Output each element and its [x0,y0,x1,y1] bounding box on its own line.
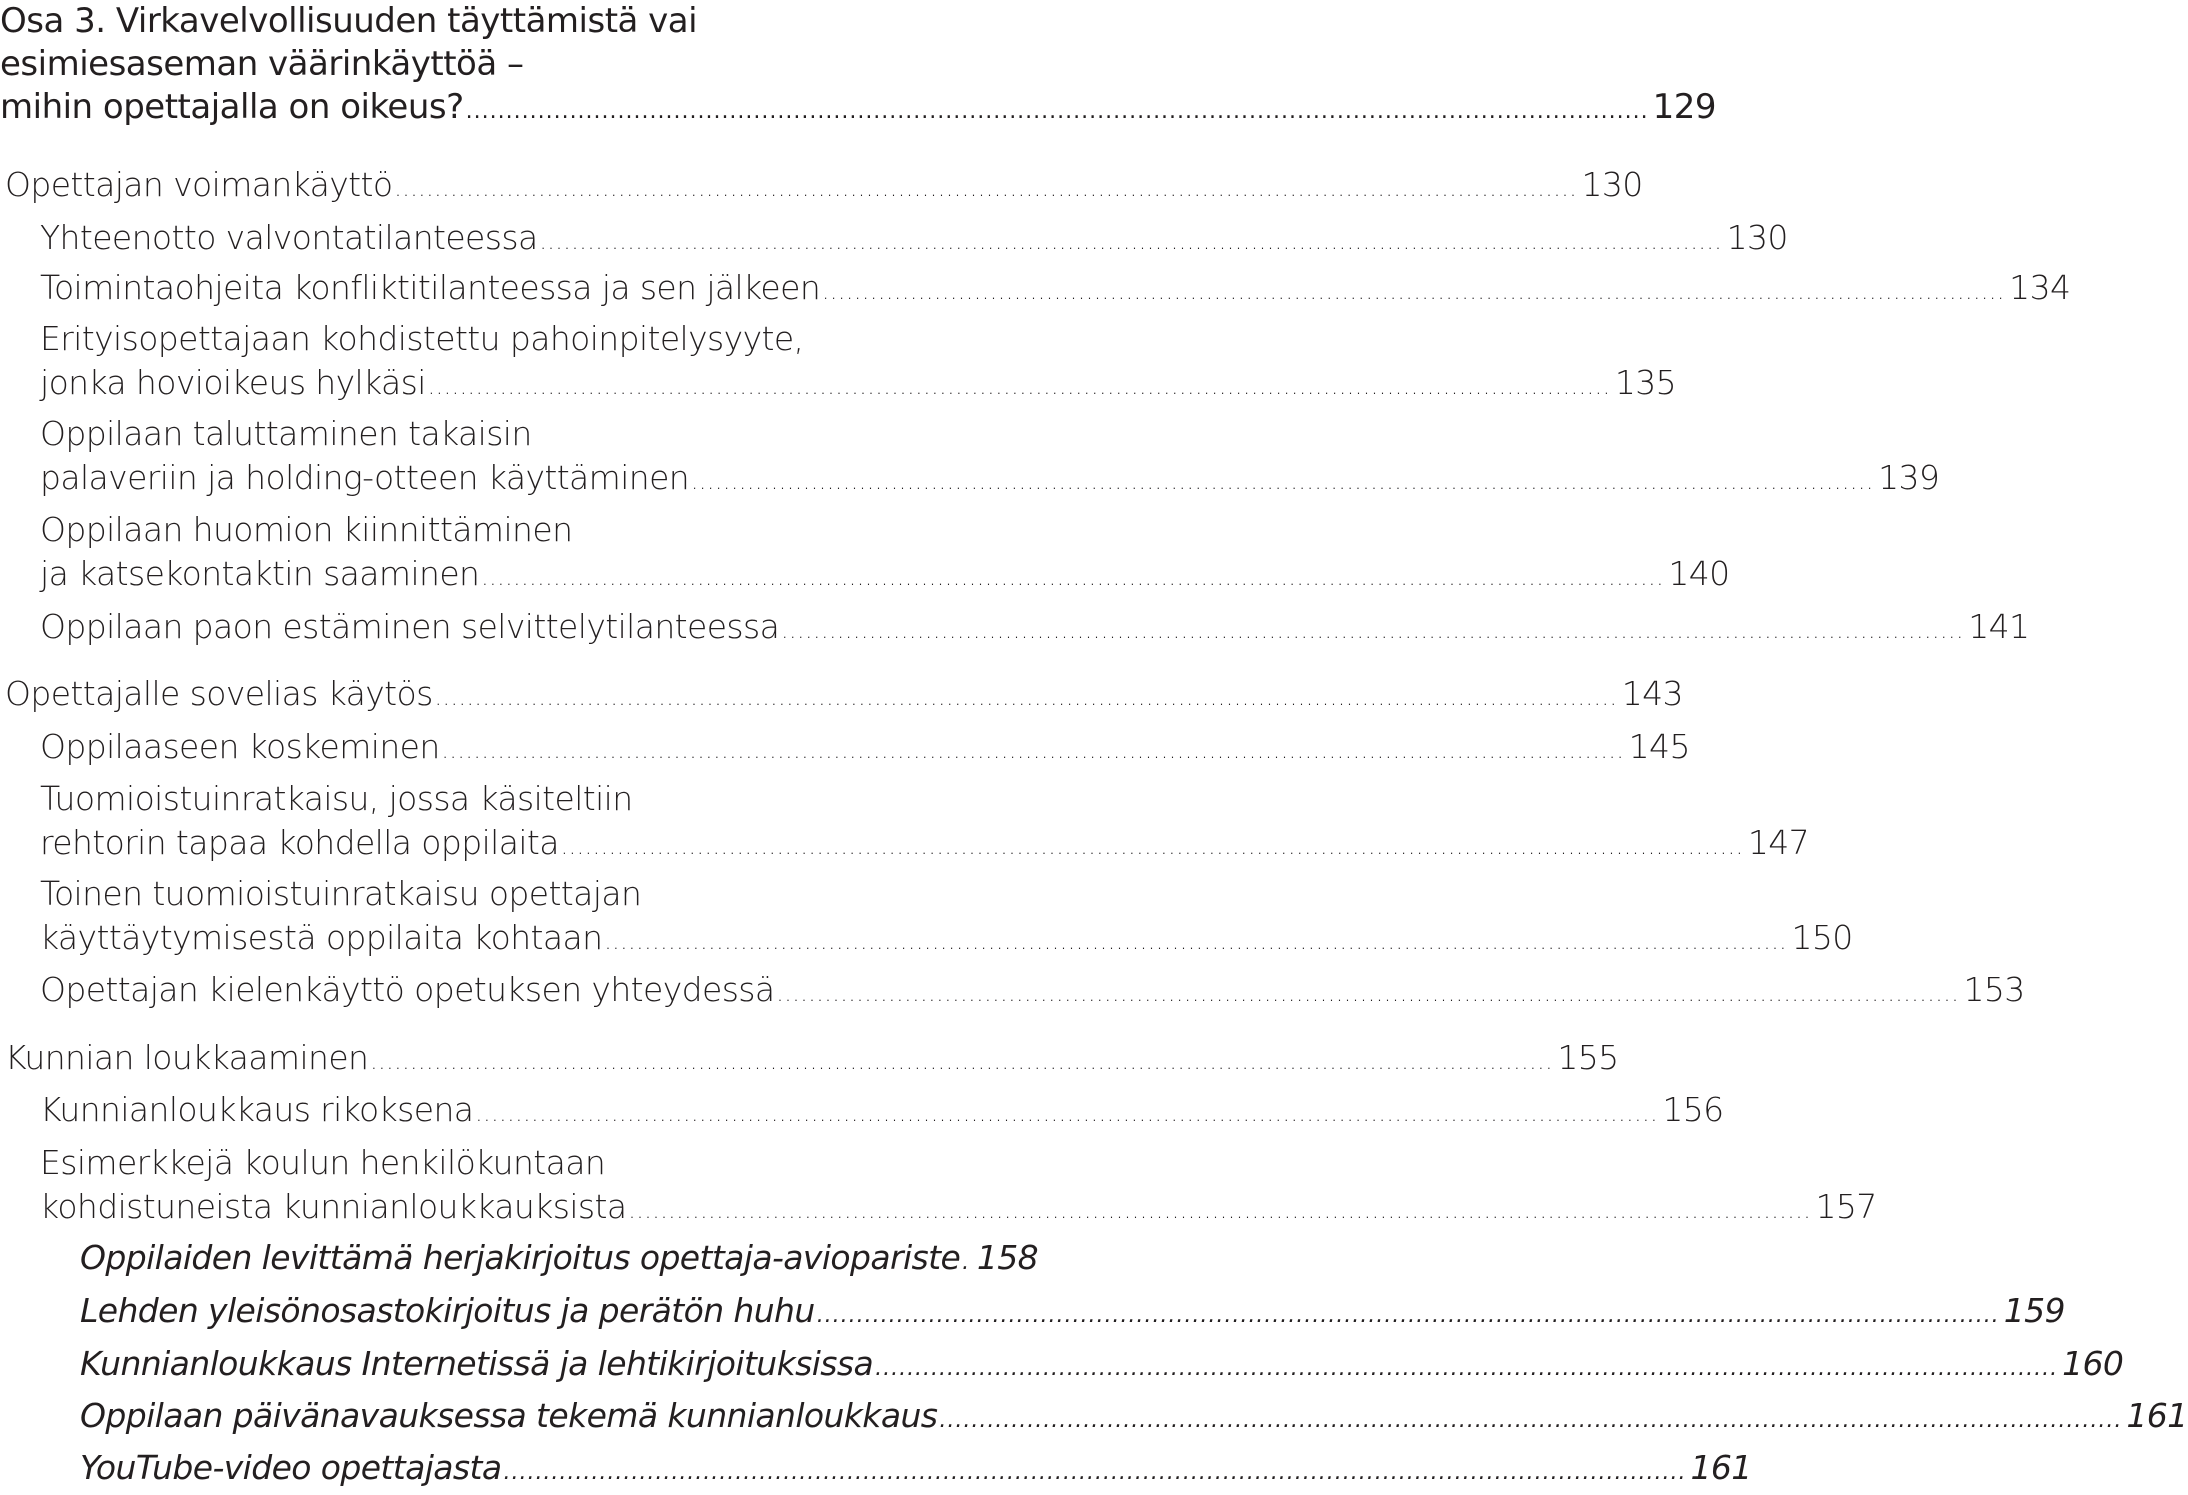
page-number: 141 [1968,607,2030,646]
toc-entry [0,1446,1752,1490]
entry-title-line: Toinen tuomioistuinratkaisu opettajan [40,874,642,913]
dot-leader: .................................................................................................................................................... [441,739,1625,764]
entry-title: Yhteenotto valvontatilanteessa [40,218,538,257]
toc-entry [0,605,2030,649]
entry-title: Oppilaan päivänavauksessa tekemä kunnianloukkaus [80,1396,938,1435]
part-title-line: mihin opettajalla on oikeus? [0,87,464,127]
toc-entry [0,412,1940,500]
page-number: 150 [1791,918,1853,957]
dot-leader: . [962,1250,971,1275]
entry-title: Oppilaaseen koskeminen [40,727,440,766]
dot-leader: .................................................................................................................................................... [539,230,1723,255]
toc-entry [0,1088,1724,1132]
dot-leader: .................................................................................................................................................... [604,930,1788,955]
page-number: 157 [1815,1187,1877,1226]
entry-title: Kunnianloukkaus rikoksena [40,1090,474,1129]
dot-leader: .................................................................................................................................................... [503,1460,1687,1485]
dot-leader: .................................................................................................................................................... [560,835,1744,860]
toc-entry [0,508,1730,596]
dot-leader: .................................................................................................................................................... [370,1050,1554,1075]
toc-entry [0,777,1810,865]
page-number: 147 [1747,823,1810,862]
entry-title: Kunnianloukkaus Internetissä ja lehtikirjoituksissa [80,1344,874,1383]
dot-leader: .................................................................................................................................................... [691,470,1875,495]
entry-title-line: Oppilaan taluttaminen takaisin [40,414,532,453]
toc-entry [0,163,1643,207]
dot-leader: .................................................................................................................................................... [475,1102,1659,1127]
dot-leader: .................................................................................................................................................... [816,1303,2000,1328]
entry-title: YouTube-video opettajasta [80,1448,502,1487]
page-number: 130 [1726,218,1788,257]
entry-title: palaveriin ja holding-otteen käyttäminen [40,458,690,497]
toc-entry [0,872,1853,960]
entry-title: ja katsekontaktin saaminen [40,554,480,593]
page-number: 145 [1628,727,1690,766]
page-number: 159 [2003,1291,2065,1330]
page-number: 155 [1557,1038,1619,1077]
entry-title: rehtorin tapaa kohdella oppilaita [40,823,559,862]
page-number: 143 [1621,674,1683,713]
toc-entry [0,1236,1038,1280]
entry-title: käyttäytymisestä oppilaita kohtaan [40,918,603,957]
entry-title: Oppilaiden levittämä herjakirjoitus opettaja-aviopariste [80,1238,961,1277]
entry-title: Opettajalle sovelias käytös [5,674,433,713]
part-title-line: Osa 3. Virkavelvollisuuden täyttämistä vai [0,1,698,41]
entry-title-line: Esimerkkejä koulun henkilökuntaan [40,1143,606,1182]
dot-leader: .................................................................................................................................................... [875,1356,2059,1381]
page-number: 156 [1662,1090,1724,1129]
page-number: 161 [1690,1448,1752,1487]
toc-entry [0,1342,2124,1386]
page-number: 140 [1668,554,1730,593]
toc-entry [0,968,2025,1012]
entry-title: Kunnian loukkaaminen [5,1038,369,1077]
entry-title: Opettajan kielenkäyttö opetuksen yhteydessä [40,970,775,1009]
part-title-entry [0,0,1717,129]
dot-leader: .................................................................................................................................................... [781,619,1965,644]
entry-title: jonka hovioikeus hylkäsi [40,363,426,402]
dot-leader: .................................................................................................................................................... [776,982,1960,1007]
page-number: 158 [976,1238,1038,1277]
entry-title-line: Erityisopettajaan kohdistettu pahoinpitelysyyte, [40,319,804,358]
entry-title: Opettajan voimankäyttö [5,165,393,204]
page-number: 153 [1963,970,2025,1009]
dot-leader: .................................................................................................................................................... [427,375,1611,400]
toc-entry [0,1394,2188,1438]
entry-title: Lehden yleisönosastokirjoitus ja perätön huhu [80,1291,815,1330]
dot-leader: .................................................................................................................................................... [628,1199,1812,1224]
toc-entry [0,672,1683,716]
toc-entry [0,266,2071,310]
toc-entry [0,216,1788,260]
toc-entry [0,1289,2065,1333]
page-number: 130 [1581,165,1643,204]
page-number: 134 [2009,268,2071,307]
part-title-line: esimiesaseman väärinkäyttöä – [0,44,524,84]
page-number: 139 [1878,458,1940,497]
page-number: 135 [1614,363,1677,402]
dot-leader: .................................................................................................................................................... [481,566,1665,591]
dot-leader: .................................................................................................................................................... [939,1408,2123,1433]
page-number: 161 [2126,1396,2188,1435]
entry-title-line: Tuomioistuinratkaisu, jossa käsiteltiin [40,779,633,818]
entry-title: Toimintaohjeita konfliktitilanteessa ja sen jälkeen [40,268,821,307]
page-number: 129 [1652,87,1717,127]
dot-leader: .................................................................................................................................................... [822,280,2006,305]
entry-title: kohdistuneista kunnianloukkauksista [40,1187,627,1226]
toc-entry [0,725,1690,769]
toc-entry [0,1141,1877,1229]
dot-leader: .................................................................................................................................................... [394,177,1578,202]
entry-title-line: Oppilaan huomion kiinnittäminen [40,510,573,549]
toc-entry [0,317,1677,405]
entry-title: Oppilaan paon estäminen selvittelytilanteessa [40,607,780,646]
page-number: 160 [2062,1344,2124,1383]
dot-leader: .................................................................................................................................................... [434,686,1618,711]
dot-leader: .................................................................................................................................................... [465,99,1649,124]
toc-entry [0,1036,1619,1080]
